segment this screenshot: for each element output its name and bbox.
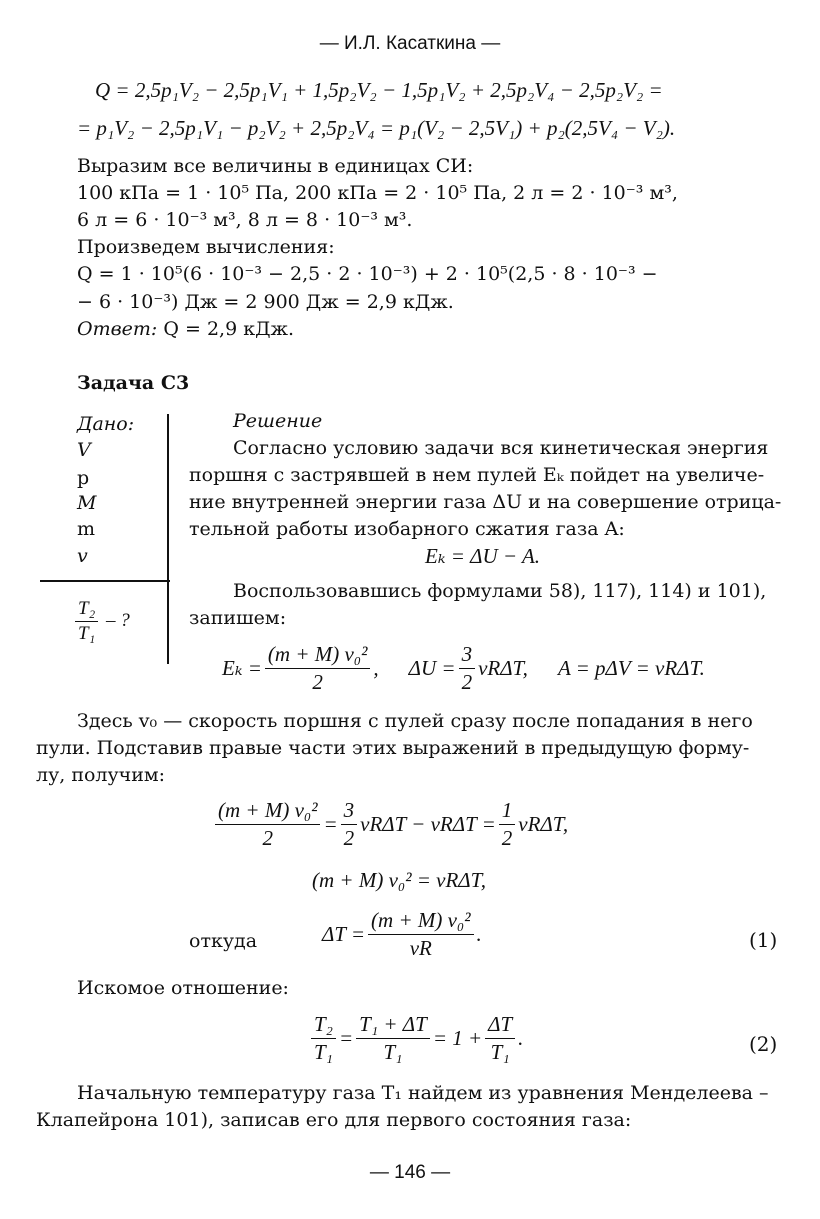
equation-a: [212, 798, 568, 851]
eqa-tail: νRΔT,: [518, 812, 569, 836]
eqc-den: νR: [409, 936, 432, 960]
eqd-eq1: =: [338, 1026, 354, 1050]
given-item: m: [77, 518, 96, 540]
para-line: лу, получим:: [36, 764, 166, 786]
eqa-f3-num: 1: [499, 798, 516, 825]
eqc-tail: .: [476, 922, 482, 946]
eqd-den2: T₁: [383, 1040, 403, 1064]
ek-num: (m + M) v₀²: [265, 642, 370, 669]
eqa-f3-den: 2: [501, 826, 513, 850]
given-item: M: [77, 492, 97, 514]
find-suffix: – ?: [105, 609, 130, 631]
calc-line-1: Q = 1 · 10⁵(6 · 10⁻³ − 2,5 · 2 · 10⁻³) + 2 · 10⁵(2,5 · 8 · 10⁻³ −: [77, 263, 658, 285]
formulas-line-2: запишем:: [189, 607, 287, 629]
answer-line: [77, 316, 294, 343]
calc-intro: Произведем вычисления:: [77, 236, 335, 258]
find-num: T₂: [75, 598, 98, 622]
ek-den: 2: [312, 670, 323, 694]
eqd-num3: ΔT: [485, 1012, 515, 1039]
formulas-line-1: Воспользовавшись формулами 58), 117), 114) и 101),: [233, 580, 767, 602]
equation-number-1: (1): [749, 928, 778, 952]
du-num: 3: [459, 642, 476, 669]
equation-ek: Eₖ = ΔU − A.: [425, 544, 541, 568]
task-title: Задача С3: [77, 372, 190, 394]
equation-d: [308, 1012, 523, 1065]
solution-line: поршня с застрявшей в нем пулей Eₖ пойдет на увеличе-: [189, 464, 765, 486]
du-den: 2: [461, 670, 473, 694]
final-line-2: Клапейрона 101), записав его для первого состояния газа:: [36, 1109, 632, 1131]
equation-number-2: (2): [749, 1032, 778, 1056]
eqa-den: 2: [262, 826, 273, 850]
page-number: — 146 —: [369, 1162, 451, 1183]
solution-label: Решение: [233, 410, 323, 432]
given-divider-horizontal: [40, 580, 170, 582]
ek-tail: ,: [373, 656, 379, 680]
eqc-left: ΔT =: [322, 922, 366, 946]
calc-line-2: − 6 · 10⁻³) Дж = 2 900 Дж = 2,9 кДж.: [77, 291, 454, 313]
equation-q-line2: = p₁V₂ − 2,5p₁V₁ − p₂V₂ + 2,5p₂V₄ = p₁(V₂ − 2,5V₁) + p₂(2,5V₄ − V₂).: [77, 116, 676, 140]
eqa-num: (m + M) v₀²: [215, 798, 320, 825]
du-tail: νRΔT,: [478, 656, 528, 680]
solution-line: Согласно условию задачи вся кинетическая энергия: [233, 437, 769, 459]
given-item: v: [77, 545, 88, 567]
equation-b: (m + M) v₀² = νRΔT,: [312, 868, 486, 892]
eqd-num2: T₁ + ΔT: [356, 1012, 430, 1039]
given-item: V: [77, 439, 91, 461]
equation-c: [322, 908, 482, 961]
running-header: — И.Л. Касаткина —: [319, 33, 501, 54]
answer-value: Q = 2,9 кДж.: [163, 318, 295, 340]
solution-line: ние внутренней энергии газа ΔU и на совершение отрица-: [189, 491, 782, 513]
answer-label: Ответ:: [77, 318, 158, 340]
eqd-den3: T₁: [490, 1040, 510, 1064]
work-formula: A = pΔV = νRΔT.: [557, 656, 705, 680]
si-line-2: 6 л = 6 · 10⁻³ м³, 8 л = 8 · 10⁻³ м³.: [77, 209, 413, 231]
eqa-f2-num: 3: [341, 798, 358, 825]
find-quantity: [72, 598, 130, 645]
si-intro: Выразим все величины в единицах СИ:: [77, 155, 474, 177]
equation-q-line1: Q = 2,5p₁V₂ − 2,5p₁V₁ + 1,5p₂V₂ − 1,5p₁V₂ + 2,5p₂V₄ − 2,5p₂V₂ =: [95, 78, 663, 102]
eqd-den1: T₁: [314, 1040, 333, 1064]
si-line-1: 100 кПа = 1 · 10⁵ Па, 200 кПа = 2 · 10⁵ Па, 2 л = 2 · 10⁻³ м³,: [77, 182, 678, 204]
ratio-intro: Искомое отношение:: [77, 977, 289, 999]
given-label: Дано:: [77, 413, 135, 435]
final-line-1: Начальную температуру газа T₁ найдем из уравнения Менделеева –: [77, 1082, 769, 1104]
para-line: пули. Подставив правые части этих выражений в предыдущую форму-: [36, 737, 750, 759]
formula-row: [222, 642, 705, 695]
eqd-tail: .: [518, 1026, 524, 1050]
eqd-num1: T₂: [311, 1012, 336, 1039]
para-line: Здесь v₀ — скорость поршня с пулей сразу после попадания в него: [77, 710, 753, 732]
eqa-mid2: νRΔT − νRΔT =: [360, 812, 496, 836]
eqa-f2-den: 2: [343, 826, 355, 850]
find-den: T₁: [78, 623, 96, 644]
given-item: p: [77, 467, 90, 489]
otkuda-word: откуда: [189, 930, 258, 952]
given-divider-vertical: [167, 414, 169, 664]
eqd-eq2: = 1 +: [432, 1026, 483, 1050]
eqc-num: (m + M) v₀²: [368, 908, 473, 935]
ek-left: Eₖ =: [222, 656, 262, 680]
solution-line: тельной работы изобарного сжатия газа A:: [189, 518, 625, 540]
eqa-mid1: =: [323, 812, 338, 836]
du-left: ΔU =: [408, 656, 456, 680]
